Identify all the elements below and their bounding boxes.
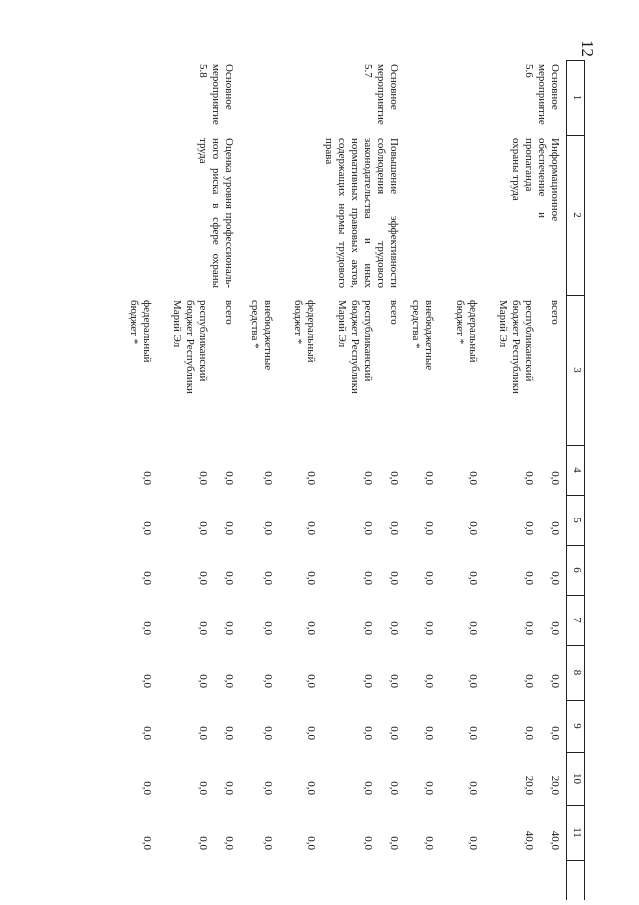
value-cell: 0,0: [362, 521, 374, 535]
value-cell: 0,0: [523, 521, 535, 535]
header-col-1: 1: [571, 94, 583, 101]
value-cell: 0,0: [523, 621, 535, 635]
funding-source: федеральный бюджет *: [292, 300, 317, 363]
value-cell: 0,0: [549, 674, 561, 688]
header-col-6: 6: [571, 567, 583, 573]
header-col-9: 9: [571, 723, 583, 729]
value-cell: 0,0: [388, 836, 400, 850]
value-cell: 0,0: [197, 571, 209, 585]
value-cell: 0,0: [305, 521, 317, 535]
value-cell: 0,0: [223, 726, 235, 740]
value-cell: 20,0: [523, 775, 535, 795]
value-cell: 0,0: [223, 471, 235, 485]
value-cell: 0,0: [423, 571, 435, 585]
value-cell: 0,0: [423, 471, 435, 485]
value-cell: 0,0: [141, 521, 153, 535]
value-cell: 0,0: [223, 836, 235, 850]
value-cell: 0,0: [262, 521, 274, 535]
value-cell: 0,0: [362, 674, 374, 688]
value-cell: 0,0: [262, 471, 274, 485]
page-number: 12: [578, 40, 597, 57]
value-cell: 0,0: [423, 521, 435, 535]
value-cell: 0,0: [305, 571, 317, 585]
header-col-3: 3: [571, 367, 583, 373]
value-cell: 0,0: [362, 836, 374, 850]
funding-source: внебюджетные средства *: [249, 300, 274, 371]
value-cell: 0,0: [362, 571, 374, 585]
value-cell: 0,0: [362, 726, 374, 740]
value-cell: 0,0: [141, 674, 153, 688]
header-col-5: 5: [571, 517, 583, 523]
value-cell: 0,0: [423, 781, 435, 795]
value-cell: 0,0: [223, 781, 235, 795]
value-cell: 0,0: [423, 836, 435, 850]
value-cell: 0,0: [467, 571, 479, 585]
value-cell: 0,0: [305, 726, 317, 740]
header-bottom-border: [566, 60, 567, 900]
value-cell: 0,0: [262, 621, 274, 635]
value-cell: 0,0: [305, 621, 317, 635]
value-cell: 0,0: [197, 621, 209, 635]
funding-source: всего: [223, 300, 235, 325]
value-cell: 0,0: [262, 781, 274, 795]
funding-source: федеральный бюджет *: [128, 300, 153, 363]
budget-table: [100, 60, 585, 900]
funding-source: республиканский бюджет Республики Марий Эл: [336, 300, 374, 394]
value-cell: 0,0: [523, 674, 535, 688]
value-cell: 0,0: [141, 471, 153, 485]
value-cell: 0,0: [197, 726, 209, 740]
funding-source: всего: [388, 300, 400, 325]
event-code: Основное мероприятие 5.7: [362, 64, 400, 125]
value-cell: 0,0: [197, 674, 209, 688]
value-cell: 0,0: [523, 571, 535, 585]
value-cell: 20,0: [549, 775, 561, 795]
value-cell: 0,0: [223, 674, 235, 688]
value-cell: 0,0: [223, 521, 235, 535]
value-cell: 0,0: [549, 726, 561, 740]
value-cell: 0,0: [423, 726, 435, 740]
value-cell: 0,0: [388, 521, 400, 535]
value-cell: 0,0: [262, 836, 274, 850]
value-cell: 0,0: [467, 471, 479, 485]
value-cell: 0,0: [262, 571, 274, 585]
header-col-11: 11: [571, 827, 583, 838]
value-cell: 40,0: [523, 830, 535, 850]
value-cell: 0,0: [305, 674, 317, 688]
funding-source: республиканский бюджет Республики Марий Эл: [497, 300, 535, 394]
value-cell: 0,0: [467, 621, 479, 635]
event-name: Информационное обеспечение и пропаганда охраны труда: [510, 138, 561, 222]
value-cell: 0,0: [262, 726, 274, 740]
table-top-border: [584, 60, 585, 900]
value-cell: 0,0: [141, 571, 153, 585]
value-cell: 0,0: [362, 471, 374, 485]
value-cell: 0,0: [197, 471, 209, 485]
value-cell: 0,0: [467, 674, 479, 688]
value-cell: 0,0: [305, 781, 317, 795]
value-cell: 0,0: [467, 781, 479, 795]
value-cell: 0,0: [549, 471, 561, 485]
value-cell: 0,0: [262, 674, 274, 688]
event-name: Оценка уровня профессиональ-ного риска в сфере охраны труда: [197, 138, 235, 288]
value-cell: 0,0: [523, 726, 535, 740]
header-col-7: 7: [571, 617, 583, 623]
value-cell: 40,0: [549, 830, 561, 850]
value-cell: 0,0: [305, 836, 317, 850]
value-cell: 0,0: [223, 621, 235, 635]
value-cell: 0,0: [362, 781, 374, 795]
value-cell: 0,0: [223, 571, 235, 585]
event-name: Повышение эффективности соблюдения трудового законодательства и иных нормативных правовых актов, содержащих нормы трудового права: [323, 138, 400, 288]
value-cell: 0,0: [141, 726, 153, 740]
value-cell: 0,0: [197, 836, 209, 850]
value-cell: 0,0: [141, 836, 153, 850]
value-cell: 0,0: [388, 781, 400, 795]
value-cell: 0,0: [388, 674, 400, 688]
header-col-2: 2: [571, 212, 583, 218]
value-cell: 0,0: [141, 781, 153, 795]
value-cell: 0,0: [197, 521, 209, 535]
value-cell: 0,0: [197, 781, 209, 795]
value-cell: 0,0: [549, 621, 561, 635]
value-cell: 0,0: [549, 521, 561, 535]
value-cell: 0,0: [467, 726, 479, 740]
col-divider: [567, 860, 585, 861]
value-cell: 0,0: [423, 621, 435, 635]
funding-source: федеральный бюджет *: [454, 300, 479, 363]
value-cell: 0,0: [467, 521, 479, 535]
header-col-4: 4: [571, 467, 583, 473]
value-cell: 0,0: [362, 621, 374, 635]
value-cell: 0,0: [305, 471, 317, 485]
event-code: Основное мероприятие 5.6: [523, 64, 561, 125]
funding-source: внебюджетные средства *: [410, 300, 435, 371]
value-cell: 0,0: [423, 674, 435, 688]
value-cell: 0,0: [388, 621, 400, 635]
event-code: Основное мероприятие 5.8: [197, 64, 235, 125]
value-cell: 0,0: [523, 471, 535, 485]
value-cell: 0,0: [388, 571, 400, 585]
value-cell: 0,0: [388, 726, 400, 740]
header-col-10: 10: [571, 773, 583, 784]
value-cell: 0,0: [141, 621, 153, 635]
header-col-8: 8: [571, 669, 583, 676]
value-cell: 0,0: [467, 836, 479, 850]
funding-source: республиканский бюджет Республики Марий Эл: [171, 300, 209, 394]
value-cell: 0,0: [549, 571, 561, 585]
funding-source: всего: [549, 300, 561, 325]
value-cell: 0,0: [388, 471, 400, 485]
